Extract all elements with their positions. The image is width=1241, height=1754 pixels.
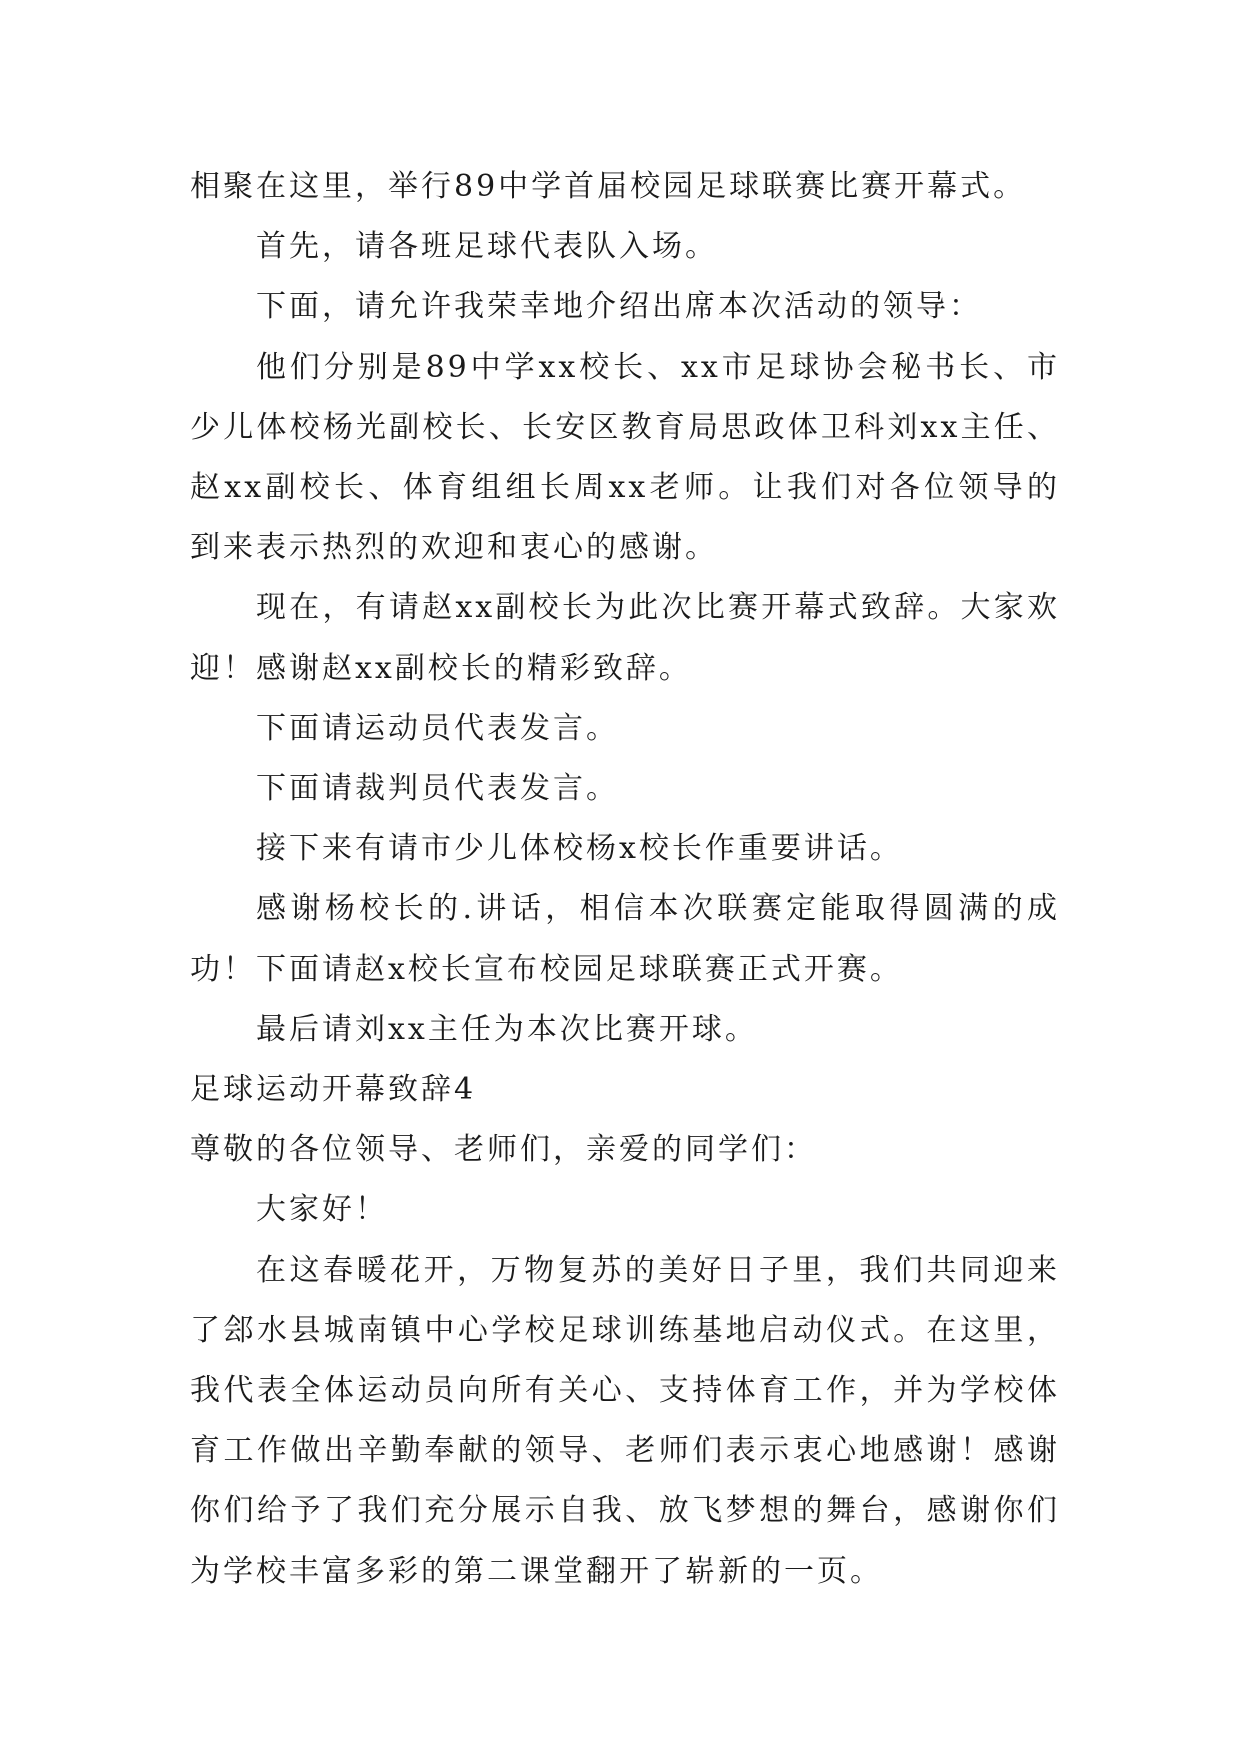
paragraph-leader-list: 他们分别是89中学xx校长、xx市足球协会秘书长、市少儿体校杨光副校长、长安区教育局思政体卫科刘xx主任、赵xx副校长、体育组组长周xx老师。让我们对各位领导的到来表示热烈的欢迎和衷心的感谢。: [190, 349, 1060, 566]
paragraph-opening-announcement: 感谢杨校长的.讲话，相信本次联赛定能取得圆满的成功！下面请赵x校长宣布校园足球联赛正式开赛。: [190, 891, 1060, 987]
paragraph-introduce-leaders: 下面，请允许我荣幸地介绍出席本次活动的领导：: [256, 289, 982, 325]
paragraph-principal-speech: 接下来有请市少儿体校杨x校长作重要讲话。: [256, 831, 903, 867]
paragraph-athlete-speech: 下面请运动员代表发言。: [256, 710, 619, 746]
section-heading: 足球运动开幕致辞4: [190, 1072, 477, 1108]
paragraph-salutation: 尊敬的各位领导、老师们，亲爱的同学们：: [190, 1132, 817, 1168]
paragraph-kickoff: 最后请刘xx主任为本次比赛开球。: [256, 1011, 758, 1047]
paragraph-ceremony-thanks: 在这春暖花开，万物复苏的美好日子里，我们共同迎来了郐水县城南镇中心学校足球训练基地启动仪式。在这里，我代表全体运动员向所有关心、支持体育工作，并为学校体育工作做出辛勤奉献的领导、老师们表示衷心地感谢！感谢你们给予了我们充分展示自我、放飞梦想的舞台，感谢你们为学校丰富多彩的第二课堂翻开了崭新的一页。: [190, 1252, 1060, 1589]
paragraph-referee-speech: 下面请裁判员代表发言。: [256, 771, 619, 807]
paragraph-vice-principal-speech: 现在，有请赵xx副校长为此次比赛开幕式致辞。大家欢迎！感谢赵xx副校长的精彩致辞。: [190, 590, 1060, 686]
paragraph-opening-line: 相聚在这里，举行89中学首届校园足球联赛比赛开幕式。: [190, 169, 1027, 204]
paragraph-greeting: 大家好！: [256, 1192, 388, 1228]
document-body: [190, 157, 1060, 1602]
paragraph-team-entry: 首先，请各班足球代表队入场。: [256, 229, 718, 265]
